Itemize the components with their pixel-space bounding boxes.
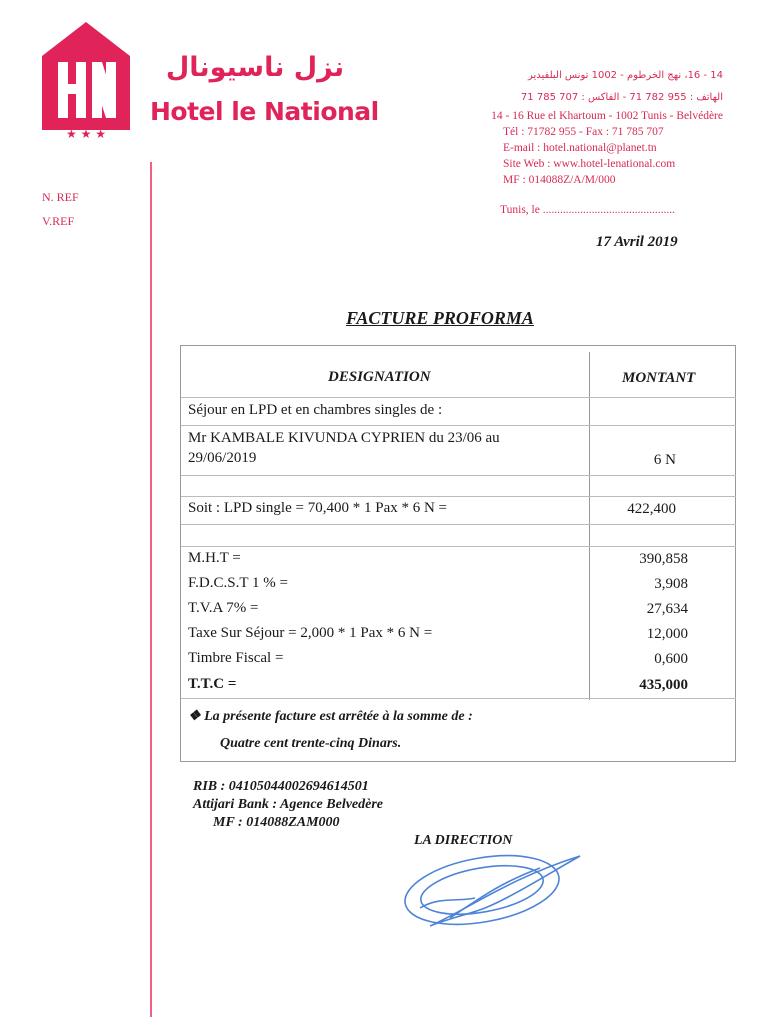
stay-intro: Séjour en LPD et en chambres singles de :	[188, 402, 443, 418]
bank-details	[193, 778, 383, 832]
address: 14 - 16 Rue el Khartoum - 1002 Tunis - Belvédère	[491, 110, 723, 122]
column-divider	[589, 352, 590, 700]
row-divider	[181, 425, 736, 426]
tel-fax: Tél : 71782 955 - Fax : 71 785 707	[503, 126, 664, 138]
contact-block	[423, 68, 723, 188]
total-note	[188, 708, 473, 725]
brand-name: Hotel le National	[150, 97, 379, 126]
bank-mf: MF : 014088ZAM000	[213, 815, 340, 830]
tva-label: T.V.A 7% =	[188, 600, 259, 616]
your-reference: V.REF	[42, 214, 75, 228]
ttc-label: T.T.C =	[188, 676, 237, 692]
mht-label: M.H.T =	[188, 550, 241, 566]
invoice-date: 17 Avril 2019	[596, 234, 678, 250]
ttc-value: 435,000	[639, 677, 688, 693]
nights-value: 6 N	[653, 452, 676, 468]
place-date-line: Tunis, le ..............................................	[500, 204, 675, 216]
timbre-label: Timbre Fiscal =	[188, 650, 284, 666]
email: E-mail : hotel.national@planet.tn	[503, 142, 657, 154]
phone-arabic: الهاتف : 955 782 71 - الفاكس : 707 785 71	[520, 92, 723, 103]
soit-label: Soit : LPD single = 70,400 * 1 Pax * 6 N =	[188, 500, 448, 516]
document-title: FACTURE PROFORMA	[346, 308, 534, 328]
guest-line-1: Mr KAMBALE KIVUNDA CYPRIEN du 23/06 au	[188, 430, 500, 446]
row-divider	[181, 546, 736, 547]
row-divider	[181, 698, 736, 699]
montant-header: MONTANT	[622, 370, 696, 386]
designation-header: DESIGNATION	[328, 369, 431, 385]
row-divider	[181, 496, 736, 497]
row-divider	[181, 397, 736, 398]
margin-line	[150, 162, 152, 1017]
tva-value: 27,634	[646, 601, 688, 617]
row-divider	[181, 524, 736, 525]
address-arabic: 14 - 16، نهج الخرطوم - 1002 تونس البلفيدير	[527, 70, 723, 81]
soit-value: 422,400	[627, 501, 676, 517]
brand-arabic: نزل ناسيونال	[165, 52, 345, 83]
taxe-sejour-label: Taxe Sur Séjour = 2,000 * 1 Pax * 6 N =	[188, 625, 433, 641]
mf-number: MF : 014088Z/A/M/000	[503, 174, 616, 186]
signature-title: LA DIRECTION	[414, 833, 513, 848]
amount-in-words: Quatre cent trente-cinq Dinars.	[220, 736, 402, 751]
fdcst-label: F.D.C.S.T 1 % =	[188, 575, 288, 591]
taxe-sejour-value: 12,000	[646, 626, 688, 642]
website: Site Web : www.hotel-lenational.com	[503, 158, 676, 170]
hotel-logo	[40, 20, 132, 140]
stamp-signature	[390, 838, 590, 938]
our-reference: N. REF	[42, 190, 79, 204]
timbre-value: 0,600	[654, 651, 688, 667]
rib: RIB : 04105044002694614501	[193, 779, 369, 794]
fdcst-value: 3,908	[654, 576, 688, 592]
bank-agency: Attijari Bank : Agence Belvedère	[193, 797, 384, 812]
guest-line-2: 29/06/2019	[188, 450, 257, 466]
row-divider	[181, 475, 736, 476]
mht-value: 390,858	[639, 551, 688, 567]
svg-text:★ ★ ★: ★ ★ ★	[66, 127, 106, 140]
total-note-text: La présente facture est arrêtée à la somme de :	[204, 709, 473, 724]
diamond-bullet-icon: ❖	[188, 709, 205, 724]
